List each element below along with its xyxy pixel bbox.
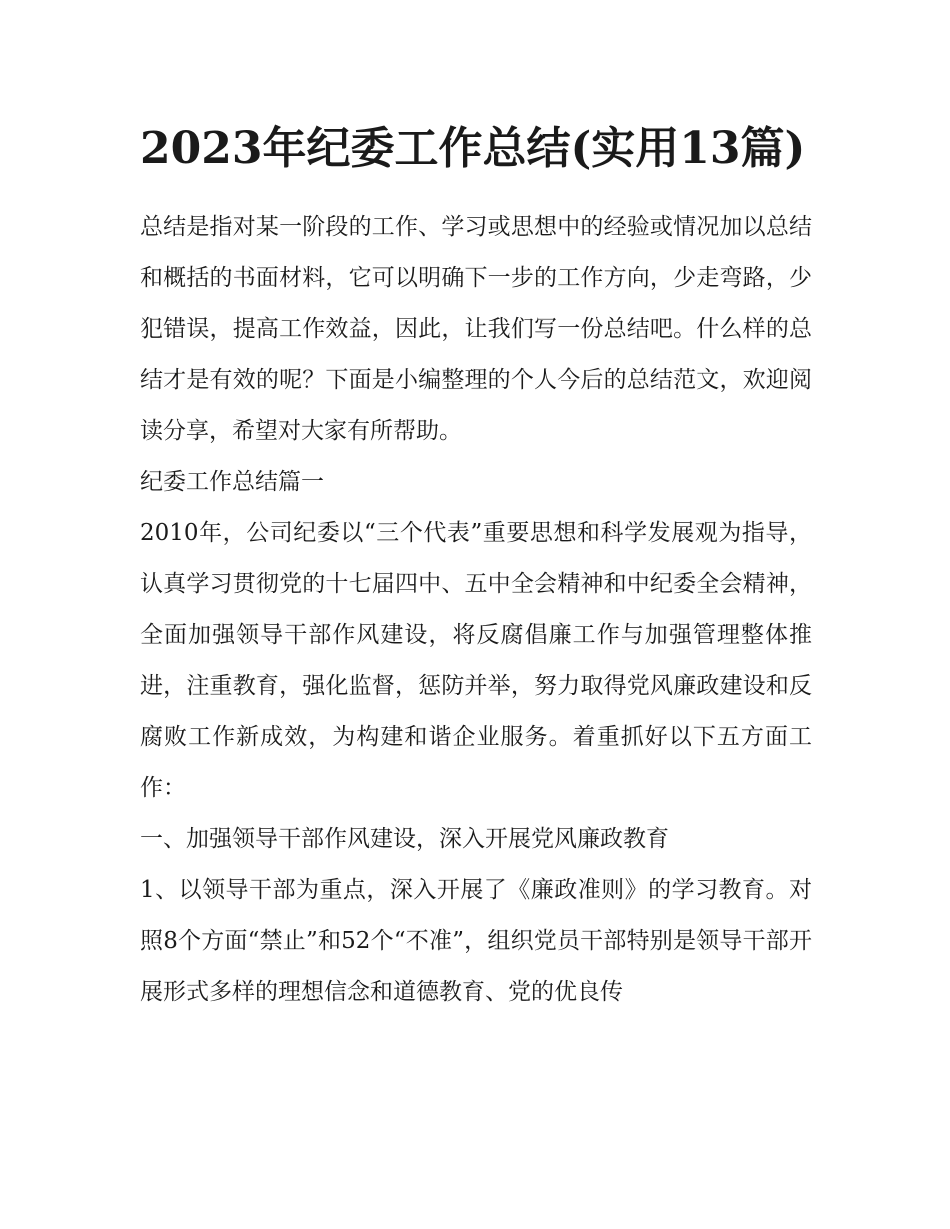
body-paragraph-1: 2010年，公司纪委以“三个代表”重要思想和科学发展观为指导，认真学习贯彻党的十七届四中、五中全会精神和中纪委全会精神，全面加强领导干部作风建设，将反腐倡廉工作与加强管理整体推进，注重教育，强化监督，惩防并举，努力取得党风廉政建设和反腐败工作新成效，为构建和谐企业服务。着重抓好以下五方面工作：: [140, 520, 812, 801]
document-title: 2023年纪委工作总结(实用13篇): [140, 123, 806, 174]
body-paragraph-2: 1、以领导干部为重点，深入开展了《廉政准则》的学习教育。对照8个方面“禁止”和52个“不准”，组织党员干部特别是领导干部开展形式多样的理想信念和道德教育、党的优良传: [140, 877, 812, 1005]
document-page: [140, 118, 812, 1018]
sub-heading-1: 一、加强领导干部作风建设，深入开展党风廉政教育: [140, 826, 669, 852]
section-title: 纪委工作总结篇一: [140, 469, 324, 495]
intro-paragraph: 总结是指对某一阶段的工作、学习或思想中的经验或情况加以总结和概括的书面材料，它可以明确下一步的工作方向，少走弯路，少犯错误，提高工作效益，因此，让我们写一份总结吧。什么样的总结才是有效的呢？下面是小编整理的个人今后的总结范文，欢迎阅读分享，希望对大家有所帮助。: [140, 214, 812, 444]
